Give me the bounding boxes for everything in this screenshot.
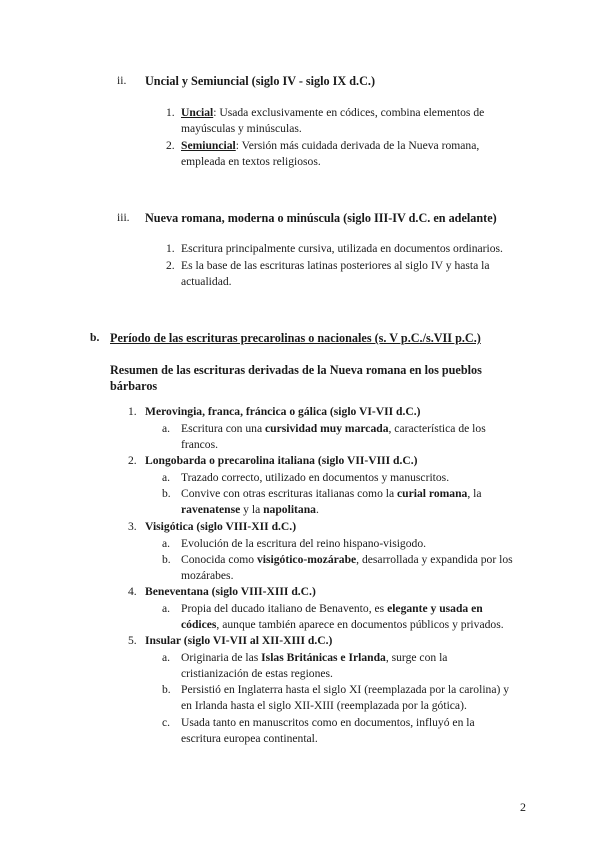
sub-text: mozárabes.	[181, 569, 234, 582]
sub-marker: a.	[162, 471, 171, 484]
list-marker: 2.	[166, 139, 175, 152]
sub-text	[181, 601, 483, 617]
text: , aunque también aparece en documentos públicos y privados.	[216, 618, 504, 631]
emphasis: códices	[181, 618, 217, 631]
sub-text: cristianización de estas regiones.	[181, 667, 333, 680]
emphasis: visigótico-mozárabe	[257, 553, 357, 566]
list-item-text: Escritura principalmente cursiva, utilizada en documentos ordinarios.	[181, 242, 503, 255]
section-marker: ii.	[117, 74, 127, 87]
emphasis: curial romana	[397, 487, 468, 500]
list-item-text: actualidad.	[181, 275, 232, 288]
text: , desarrollada y expandida por los	[356, 553, 513, 566]
text: Escritura con una	[181, 422, 266, 435]
emphasis: elegante y usada en	[387, 602, 483, 615]
sub-text: en Irlanda hasta el siglo XII-XIII (reemplazada por la gótica).	[181, 699, 467, 712]
sub-text	[181, 502, 319, 518]
section-title: Uncial y Semiuncial (siglo IV - siglo IX d.C.)	[145, 74, 376, 88]
sub-text: Persistió en Inglaterra hasta el siglo XI (reemplazada por la carolina) y	[181, 683, 510, 696]
section-marker: b.	[90, 331, 100, 344]
emphasis: ravenatense	[181, 503, 241, 516]
list-marker: 4.	[128, 585, 137, 598]
summary-line: Resumen de las escrituras derivadas de la Nueva romana en los pueblos	[110, 363, 482, 377]
list-item-text: empleada en textos religiosos.	[181, 155, 321, 168]
script-title: Insular (siglo VI-VII al XII-XIII d.C.)	[145, 634, 333, 647]
sub-marker: a.	[162, 537, 171, 550]
list-marker: 1.	[166, 106, 175, 119]
sub-text: Trazado correcto, utilizado en documentos y manuscritos.	[181, 471, 450, 484]
text: , la	[467, 487, 482, 500]
text: Conocida como	[181, 553, 257, 566]
text: : Usada exclusivamente en códices, combina elementos de	[213, 106, 485, 119]
list-item-text	[181, 138, 479, 154]
list-marker: 2.	[128, 454, 137, 467]
emphasis: cursividad muy marcada	[265, 422, 389, 435]
section-title: Período de las escrituras precarolinas o nacionales (s. V p.C./s.VII p.C.)	[110, 331, 481, 345]
emphasis: napolitana	[263, 503, 316, 516]
script-title: Visigótica (siglo VIII-XII d.C.)	[145, 520, 297, 533]
section-marker: iii.	[117, 211, 130, 224]
list-item-text	[181, 105, 484, 121]
sub-text	[181, 650, 447, 666]
sub-text: Usada tanto en manuscritos como en documentos, influyó en la	[181, 716, 475, 729]
sub-text	[181, 617, 504, 633]
list-marker: 1.	[166, 242, 175, 255]
sub-marker: a.	[162, 651, 171, 664]
sub-marker: b.	[162, 487, 171, 500]
term: Uncial	[181, 106, 214, 119]
sub-marker: a.	[162, 422, 171, 435]
summary-line: bárbaros	[110, 379, 158, 393]
text: Originaria de las	[181, 651, 262, 664]
sub-text	[181, 486, 482, 502]
text: Propia del ducado italiano de Benavento, es	[181, 602, 388, 615]
text: : Versión más cuidada derivada de la Nueva romana,	[235, 139, 480, 152]
sub-marker: c.	[162, 716, 171, 729]
text: Convive con otras escrituras italianas como la	[181, 487, 398, 500]
list-item-text: mayúsculas y minúsculas.	[181, 122, 302, 135]
script-title: Longobarda o precarolina italiana (siglo VII-VIII d.C.)	[145, 454, 418, 467]
script-title: Merovingia, franca, fráncica o gálica (siglo VI-VII d.C.)	[145, 405, 421, 418]
sub-text	[181, 552, 513, 568]
text: , característica de los	[388, 422, 486, 435]
sub-text	[181, 421, 486, 437]
text: .	[315, 503, 319, 516]
page-number: 2	[520, 800, 526, 814]
emphasis: Islas Británicas e Irlanda	[261, 651, 386, 664]
script-title: Beneventana (siglo VIII-XIII d.C.)	[145, 585, 316, 598]
text: , surge con la	[385, 651, 448, 664]
sub-text: Evolución de la escritura del reino hispano-visigodo.	[181, 537, 427, 550]
list-marker: 1.	[128, 405, 137, 418]
sub-text: francos.	[181, 438, 219, 451]
text: y la	[240, 503, 264, 516]
term: Semiuncial	[181, 139, 236, 152]
list-item-text: Es la base de las escrituras latinas posteriores al siglo IV y hasta la	[181, 259, 490, 272]
section-title: Nueva romana, moderna o minúscula (siglo III-IV d.C. en adelante)	[145, 211, 497, 225]
sub-marker: b.	[162, 553, 171, 566]
list-marker: 5.	[128, 634, 137, 647]
sub-marker: b.	[162, 683, 171, 696]
sub-text: escritura europea continental.	[181, 732, 318, 745]
sub-marker: a.	[162, 602, 171, 615]
list-marker: 2.	[166, 259, 175, 272]
list-marker: 3.	[128, 520, 137, 533]
